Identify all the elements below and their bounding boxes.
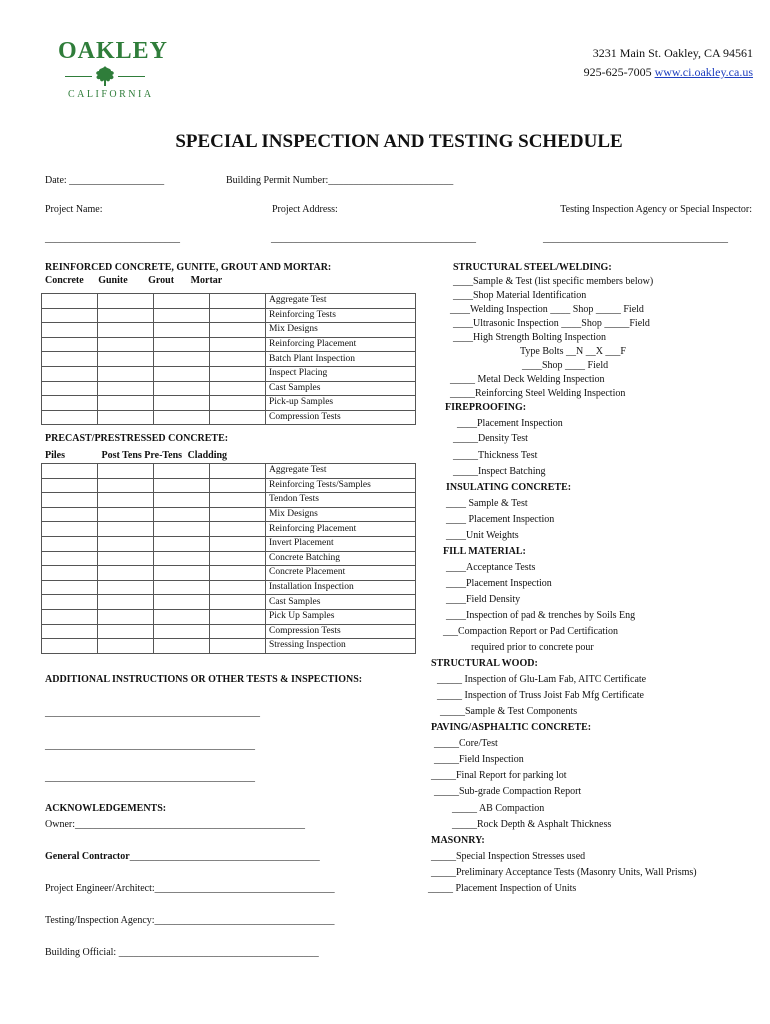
checkbox-cell[interactable] bbox=[154, 337, 210, 352]
item-label: Reinforcing Placement bbox=[266, 522, 416, 537]
checkbox-cell[interactable] bbox=[154, 396, 210, 411]
checklist-item[interactable]: _____Density Test bbox=[453, 433, 528, 444]
col-post-tens: Post Tens bbox=[101, 450, 142, 461]
checkbox-cell[interactable] bbox=[210, 580, 266, 595]
oak-leaf-icon bbox=[92, 64, 118, 88]
checklist-item[interactable]: ____Acceptance Tests bbox=[446, 562, 536, 573]
concrete-table bbox=[41, 293, 416, 425]
agency-label: Testing Inspection Agency or Special Inspector: bbox=[560, 204, 752, 215]
checkbox-cell[interactable] bbox=[154, 366, 210, 381]
checkbox-cell[interactable] bbox=[210, 337, 266, 352]
checklist-item[interactable]: _____ Placement Inspection of Units bbox=[428, 883, 577, 894]
section-heading: INSULATING CONCRETE: bbox=[446, 482, 572, 493]
contractor-label: General Contractor bbox=[45, 851, 130, 862]
checkbox-cell[interactable] bbox=[98, 609, 154, 624]
checkbox-cell[interactable] bbox=[210, 595, 266, 610]
checkbox-cell[interactable] bbox=[42, 595, 98, 610]
table-row bbox=[42, 323, 416, 338]
checkbox-cell[interactable] bbox=[210, 464, 266, 479]
checkbox-cell[interactable] bbox=[210, 639, 266, 654]
checklist-item[interactable]: ____ Placement Inspection bbox=[446, 514, 555, 525]
checkbox-cell[interactable] bbox=[42, 493, 98, 508]
checkbox-cell[interactable] bbox=[210, 493, 266, 508]
item-label: Compression Tests bbox=[266, 624, 416, 639]
checklist-item[interactable]: _____ Metal Deck Welding Inspection bbox=[450, 374, 605, 385]
checkbox-cell[interactable] bbox=[154, 580, 210, 595]
checkbox-cell[interactable] bbox=[42, 639, 98, 654]
precast-columns bbox=[45, 450, 227, 461]
checkbox-cell[interactable] bbox=[154, 381, 210, 396]
table-row bbox=[42, 410, 416, 425]
checkbox-cell[interactable] bbox=[98, 595, 154, 610]
checkbox-cell[interactable] bbox=[42, 507, 98, 522]
concrete-columns bbox=[45, 275, 222, 286]
table-row bbox=[42, 308, 416, 323]
checkbox-cell[interactable] bbox=[98, 366, 154, 381]
item-label: Installation Inspection bbox=[266, 580, 416, 595]
table-row bbox=[42, 478, 416, 493]
additional-line-2[interactable]: __________________________________________ bbox=[45, 740, 255, 751]
checkbox-cell[interactable] bbox=[210, 624, 266, 639]
building-official-field[interactable]: Building Official: ________________________________________ bbox=[45, 947, 319, 958]
item-label: Aggregate Test bbox=[266, 464, 416, 479]
item-label: Tendon Tests bbox=[266, 493, 416, 508]
header-address: 3231 Main St. Oakley, CA 94561 bbox=[592, 46, 753, 60]
checklist-item[interactable]: _____Preliminary Acceptance Tests (Masonry Units, Wall Prisms) bbox=[431, 867, 697, 878]
checkbox-cell[interactable] bbox=[98, 323, 154, 338]
additional-line-1[interactable]: ___________________________________________ bbox=[45, 707, 260, 718]
checkbox-cell[interactable] bbox=[98, 294, 154, 309]
section-heading: FILL MATERIAL: bbox=[443, 546, 526, 557]
checkbox-cell[interactable] bbox=[98, 308, 154, 323]
acknowledgements-heading: ACKNOWLEDGEMENTS: bbox=[45, 803, 167, 814]
table-row bbox=[42, 294, 416, 309]
checkbox-cell[interactable] bbox=[42, 381, 98, 396]
checkbox-cell[interactable] bbox=[210, 381, 266, 396]
checklist-item[interactable]: _____ AB Compaction bbox=[452, 803, 545, 814]
additional-heading: ADDITIONAL INSTRUCTIONS OR OTHER TESTS & INSPECTIONS: bbox=[45, 674, 363, 685]
table-row bbox=[42, 507, 416, 522]
checkbox-cell[interactable] bbox=[154, 352, 210, 367]
checkbox-cell[interactable] bbox=[42, 352, 98, 367]
checklist-item[interactable]: ____Ultrasonic Inspection ____Shop _____Field bbox=[453, 318, 650, 329]
item-label: Reinforcing Tests/Samples bbox=[266, 478, 416, 493]
item-label: Reinforcing Tests bbox=[266, 308, 416, 323]
checklist-item[interactable]: _____Final Report for parking lot bbox=[431, 770, 567, 781]
checklist-item[interactable]: _____ Inspection of Glu-Lam Fab, AITC Certificate bbox=[437, 674, 647, 685]
precast-heading: PRECAST/PRESTRESSED CONCRETE: bbox=[45, 433, 229, 444]
checkbox-cell[interactable] bbox=[154, 536, 210, 551]
checkbox-cell[interactable] bbox=[98, 410, 154, 425]
precast-table bbox=[41, 463, 416, 654]
agency-line[interactable]: _____________________________________ bbox=[543, 233, 728, 244]
checkbox-cell[interactable] bbox=[154, 609, 210, 624]
checkbox-cell[interactable] bbox=[42, 551, 98, 566]
checklist-item[interactable]: ____Shop ____ Field bbox=[522, 360, 609, 371]
checkbox-cell[interactable] bbox=[98, 522, 154, 537]
checkbox-cell[interactable] bbox=[42, 580, 98, 595]
item-label: Invert Placement bbox=[266, 536, 416, 551]
engineer-field[interactable]: Project Engineer/Architect:____________________________________ bbox=[45, 883, 335, 894]
checkbox-cell[interactable] bbox=[98, 493, 154, 508]
concrete-heading: REINFORCED CONCRETE, GUNITE, GROUT AND MORTAR: bbox=[45, 262, 332, 273]
checklist-item[interactable]: _____Core/Test bbox=[434, 738, 498, 749]
item-label: Inspect Placing bbox=[266, 366, 416, 381]
table-row bbox=[42, 464, 416, 479]
table-row bbox=[42, 493, 416, 508]
col-piles: Piles bbox=[45, 450, 65, 461]
permit-number-field[interactable]: Building Permit Number:_________________________ bbox=[226, 175, 454, 186]
checkbox-cell[interactable] bbox=[210, 366, 266, 381]
checklist-item[interactable]: ____Placement Inspection bbox=[446, 578, 552, 589]
checkbox-cell[interactable] bbox=[42, 478, 98, 493]
checkbox-cell[interactable] bbox=[42, 294, 98, 309]
checkbox-cell[interactable] bbox=[98, 624, 154, 639]
checkbox-cell[interactable] bbox=[42, 522, 98, 537]
table-row bbox=[42, 381, 416, 396]
logo-rule-left bbox=[65, 76, 92, 77]
logo-wordmark: OAKLEY bbox=[58, 38, 169, 64]
contractor-field[interactable] bbox=[45, 851, 320, 862]
table-row bbox=[42, 536, 416, 551]
table-row bbox=[42, 337, 416, 352]
checkbox-cell[interactable] bbox=[98, 352, 154, 367]
checklist-item[interactable]: _____Sample & Test Components bbox=[440, 706, 578, 717]
checkbox-cell[interactable] bbox=[98, 536, 154, 551]
checkbox-cell[interactable] bbox=[210, 478, 266, 493]
item-label: Cast Samples bbox=[266, 595, 416, 610]
checkbox-cell[interactable] bbox=[154, 410, 210, 425]
item-label: Reinforcing Placement bbox=[266, 337, 416, 352]
checkbox-cell[interactable] bbox=[42, 464, 98, 479]
table-row bbox=[42, 624, 416, 639]
checklist-item[interactable]: ___Compaction Report or Pad Certification bbox=[443, 626, 618, 637]
checklist-item[interactable]: _____Special Inspection Stresses used bbox=[431, 851, 586, 862]
checkbox-cell[interactable] bbox=[98, 396, 154, 411]
checkbox-cell[interactable] bbox=[210, 294, 266, 309]
checkbox-cell[interactable] bbox=[42, 566, 98, 581]
section-heading: MASONRY: bbox=[431, 835, 485, 846]
checkbox-cell[interactable] bbox=[154, 522, 210, 537]
checkbox-cell[interactable] bbox=[42, 536, 98, 551]
project-address-line[interactable]: _________________________________________ bbox=[271, 233, 476, 244]
checklist-item[interactable]: _____Thickness Test bbox=[453, 450, 538, 461]
checkbox-cell[interactable] bbox=[154, 478, 210, 493]
item-label: Stressing Inspection bbox=[266, 639, 416, 654]
checkbox-cell[interactable] bbox=[98, 551, 154, 566]
checklist-item[interactable]: _____Rock Depth & Asphalt Thickness bbox=[452, 819, 612, 830]
checkbox-cell[interactable] bbox=[210, 308, 266, 323]
checkbox-cell[interactable] bbox=[154, 639, 210, 654]
testing-agency-field[interactable]: Testing/Inspection Agency:____________________________________ bbox=[45, 915, 335, 926]
project-address-label: Project Address: bbox=[272, 204, 338, 215]
section-heading: STRUCTURAL WOOD: bbox=[431, 658, 538, 669]
checklist-item[interactable]: Type Bolts __N __X ___F bbox=[520, 346, 626, 357]
checkbox-cell[interactable] bbox=[210, 396, 266, 411]
header-contact bbox=[584, 65, 753, 80]
checkbox-cell[interactable] bbox=[154, 566, 210, 581]
header-phone: 925-625-7005 bbox=[583, 65, 652, 79]
checkbox-cell[interactable] bbox=[210, 536, 266, 551]
checkbox-cell[interactable] bbox=[98, 639, 154, 654]
section-heading: PAVING/ASPHALTIC CONCRETE: bbox=[431, 722, 592, 733]
checkbox-cell[interactable] bbox=[98, 507, 154, 522]
owner-field[interactable]: Owner:______________________________________________ bbox=[45, 819, 305, 830]
checkbox-cell[interactable] bbox=[154, 624, 210, 639]
checklist-item[interactable]: _____Reinforcing Steel Welding Inspection bbox=[450, 388, 626, 399]
checklist-item[interactable]: ____Field Density bbox=[446, 594, 521, 605]
logo-subtitle: CALIFORNIA bbox=[68, 89, 154, 100]
item-label: Concrete Placement bbox=[266, 566, 416, 581]
checkbox-cell[interactable] bbox=[98, 381, 154, 396]
additional-line-3[interactable]: __________________________________________ bbox=[45, 772, 255, 783]
checkbox-cell[interactable] bbox=[98, 566, 154, 581]
item-label: Concrete Batching bbox=[266, 551, 416, 566]
item-label: Batch Plant Inspection bbox=[266, 352, 416, 367]
checkbox-cell[interactable] bbox=[210, 410, 266, 425]
item-label: Compression Tests bbox=[266, 410, 416, 425]
checkbox-cell[interactable] bbox=[210, 507, 266, 522]
page-title: SPECIAL INSPECTION AND TESTING SCHEDULE bbox=[175, 131, 623, 152]
checkbox-cell[interactable] bbox=[98, 580, 154, 595]
table-row bbox=[42, 366, 416, 381]
checklist-item[interactable]: required prior to concrete pour bbox=[471, 642, 594, 653]
checkbox-cell[interactable] bbox=[154, 294, 210, 309]
checklist-item[interactable]: _____ Inspection of Truss Joist Fab Mfg Certificate bbox=[437, 690, 644, 701]
checkbox-cell[interactable] bbox=[154, 323, 210, 338]
checkbox-cell[interactable] bbox=[210, 551, 266, 566]
item-label: Cast Samples bbox=[266, 381, 416, 396]
checklist-item[interactable]: ____Shop Material Identification bbox=[453, 290, 587, 301]
checkbox-cell[interactable] bbox=[210, 352, 266, 367]
checkbox-cell[interactable] bbox=[154, 551, 210, 566]
checklist-item[interactable]: _____Sub-grade Compaction Report bbox=[434, 786, 582, 797]
checkbox-cell[interactable] bbox=[154, 464, 210, 479]
table-row bbox=[42, 580, 416, 595]
item-label: Pick Up Samples bbox=[266, 609, 416, 624]
checklist-item[interactable]: ____Welding Inspection ____ Shop _____ Field bbox=[450, 304, 644, 315]
date-field[interactable]: Date: ___________________ bbox=[45, 175, 165, 186]
checkbox-cell[interactable] bbox=[42, 337, 98, 352]
checklist-item[interactable]: ____Inspection of pad & trenches by Soils Eng bbox=[446, 610, 636, 621]
checkbox-cell[interactable] bbox=[154, 308, 210, 323]
table-row bbox=[42, 352, 416, 367]
checkbox-cell[interactable] bbox=[42, 410, 98, 425]
table-row bbox=[42, 396, 416, 411]
checkbox-cell[interactable] bbox=[154, 595, 210, 610]
section-heading: FIREPROOFING: bbox=[445, 402, 527, 413]
header-website-link[interactable]: www.ci.oakley.ca.us bbox=[654, 65, 753, 79]
checkbox-cell[interactable] bbox=[210, 522, 266, 537]
logo-rule-right bbox=[118, 76, 145, 77]
checklist-item[interactable]: _____Field Inspection bbox=[434, 754, 524, 765]
checkbox-cell[interactable] bbox=[98, 337, 154, 352]
col-mortar: Mortar bbox=[190, 275, 223, 286]
checkbox-cell[interactable] bbox=[42, 396, 98, 411]
checklist-item[interactable]: ____High Strength Bolting Inspection bbox=[453, 332, 607, 343]
table-row bbox=[42, 609, 416, 624]
checkbox-cell[interactable] bbox=[98, 464, 154, 479]
item-label: Pick-up Samples bbox=[266, 396, 416, 411]
checklist-item[interactable]: ____Placement Inspection bbox=[457, 418, 563, 429]
section-heading: STRUCTURAL STEEL/WELDING: bbox=[453, 262, 612, 273]
checkbox-cell[interactable] bbox=[154, 493, 210, 508]
table-row bbox=[42, 522, 416, 537]
item-label: Mix Designs bbox=[266, 507, 416, 522]
checkbox-cell[interactable] bbox=[42, 308, 98, 323]
table-row bbox=[42, 595, 416, 610]
checklist-item[interactable]: ____Sample & Test (list specific members below) bbox=[453, 276, 654, 287]
checkbox-cell[interactable] bbox=[42, 609, 98, 624]
checklist-item[interactable]: _____Inspect Batching bbox=[453, 466, 546, 477]
col-grout: Grout bbox=[148, 275, 175, 286]
col-cladding: Cladding bbox=[187, 450, 228, 461]
checkbox-cell[interactable] bbox=[98, 478, 154, 493]
checkbox-cell[interactable] bbox=[154, 507, 210, 522]
col-gunite: Gunite bbox=[98, 275, 128, 286]
checkbox-cell[interactable] bbox=[42, 323, 98, 338]
checkbox-cell[interactable] bbox=[210, 566, 266, 581]
contractor-line[interactable]: ______________________________________ bbox=[129, 851, 320, 862]
checkbox-cell[interactable] bbox=[42, 624, 98, 639]
checklist-item[interactable]: ____Unit Weights bbox=[446, 530, 519, 541]
table-row bbox=[42, 551, 416, 566]
col-concrete: Concrete bbox=[45, 275, 84, 286]
checkbox-cell[interactable] bbox=[210, 609, 266, 624]
checklist-item[interactable]: ____ Sample & Test bbox=[446, 498, 528, 509]
table-row bbox=[42, 566, 416, 581]
item-label: Mix Designs bbox=[266, 323, 416, 338]
project-name-label: Project Name: bbox=[45, 204, 103, 215]
table-row bbox=[42, 639, 416, 654]
item-label: Aggregate Test bbox=[266, 294, 416, 309]
checkbox-cell[interactable] bbox=[210, 323, 266, 338]
col-pre-tens: Pre-Tens bbox=[144, 450, 183, 461]
checkbox-cell[interactable] bbox=[42, 366, 98, 381]
project-name-line[interactable]: ___________________________ bbox=[45, 233, 180, 244]
